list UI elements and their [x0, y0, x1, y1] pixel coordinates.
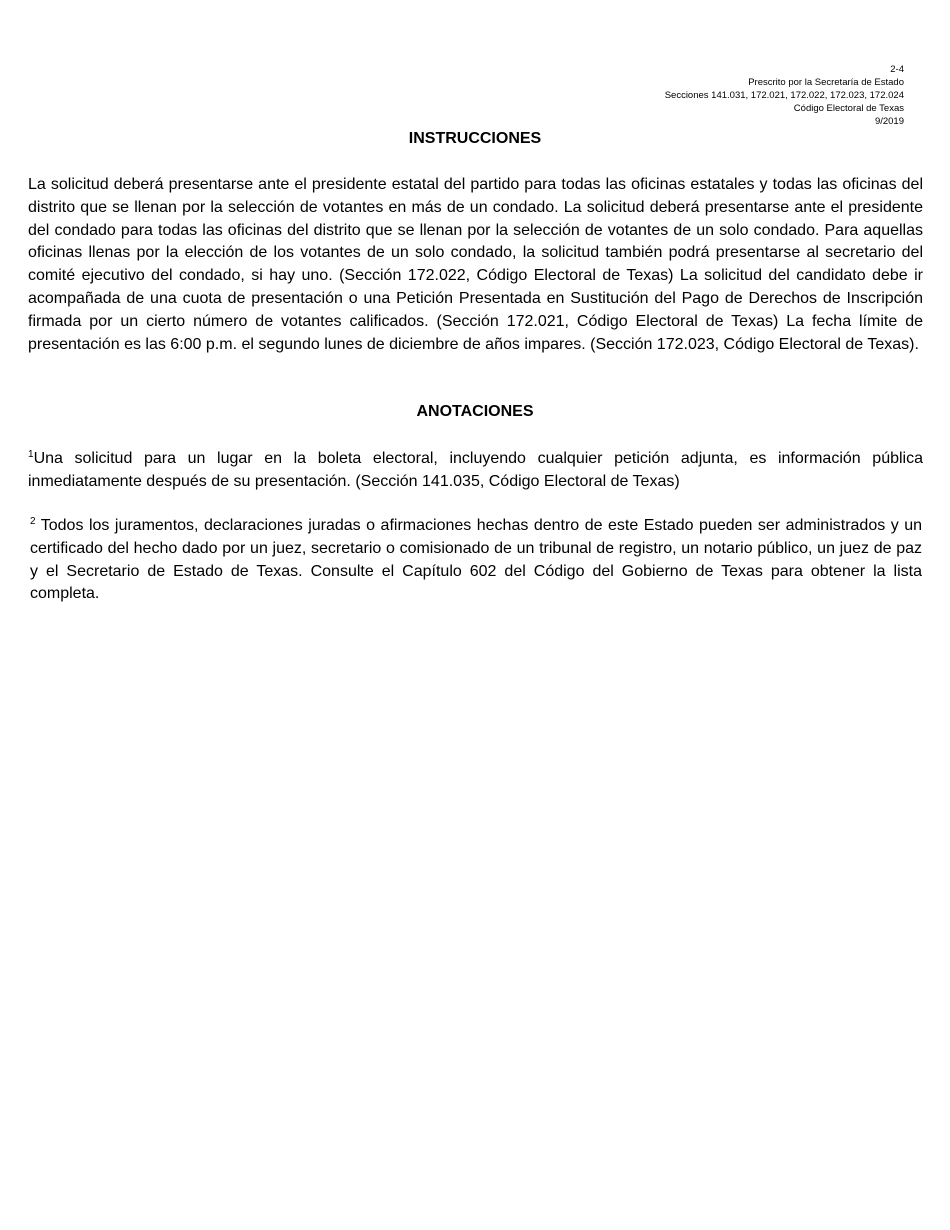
statute-sections: Secciones 141.031, 172.021, 172.022, 172.023, 172.024	[664, 90, 904, 101]
instructions-title: INSTRUCCIONES	[408, 130, 542, 147]
annotations-title: ANOTACIONES	[416, 403, 534, 420]
annotation-note-2-text: Todos los juramentos, declaraciones juradas o afirmaciones hechas dentro de este Estado pueden ser administrados y un certificado del hecho dado por un juez, secretario o comisionado de un tribunal de registro, un notario público, un juez de paz y el Secretario de Estado de Texas. Consulte el Capítulo 602 del Código del Gobierno de Texas para obtener la lista completa.	[30, 517, 922, 603]
code-name: Código Electoral de Texas	[793, 103, 904, 114]
annotation-note-2	[30, 515, 922, 606]
instructions-text: La solicitud deberá presentarse ante el presidente estatal del partido para todas las oficinas estatales y todas las oficinas del distrito que se llenan por la selección de votantes en más de un condado. La solicitud deberá presentarse ante el presidente del condado para todas las oficinas del distrito que se llenan por la selección de votantes de un solo condado. Para aquellas oficinas llenas por la elección de los votantes de un solo condado, la solicitud también podrá presentarse al secretario del comité ejecutivo del condado, si hay uno. (Sección 172.022, Código Electoral de Texas) La solicitud del candidato debe ir acompañada de una cuota de presentación o una Petición Presentada en Sustitución del Pago de Derechos de Inscripción firmada por un cierto número de votantes calificados. (Sección 172.021, Código Electoral de Texas) La fecha límite de presentación es las 6:00 p.m. el segundo lunes de diciembre de años impares. (Sección 172.023, Código Electoral de Texas).	[28, 176, 923, 353]
page-number: 2-4	[890, 64, 904, 75]
annotation-note-1	[28, 448, 923, 494]
footnote-marker-1: 1	[28, 449, 34, 460]
footnote-marker-2: 2	[30, 516, 36, 527]
form-header	[665, 63, 904, 128]
prescribed-by: Prescrito por la Secretaría de Estado	[748, 77, 904, 88]
form-date: 9/2019	[874, 116, 904, 127]
annotation-note-1-text: Una solicitud para un lugar en la boleta electoral, incluyendo cualquier petición adjunta, es información pública inmediatamente después de su presentación. (Sección 141.035, Código Electoral de Texas)	[28, 450, 923, 490]
